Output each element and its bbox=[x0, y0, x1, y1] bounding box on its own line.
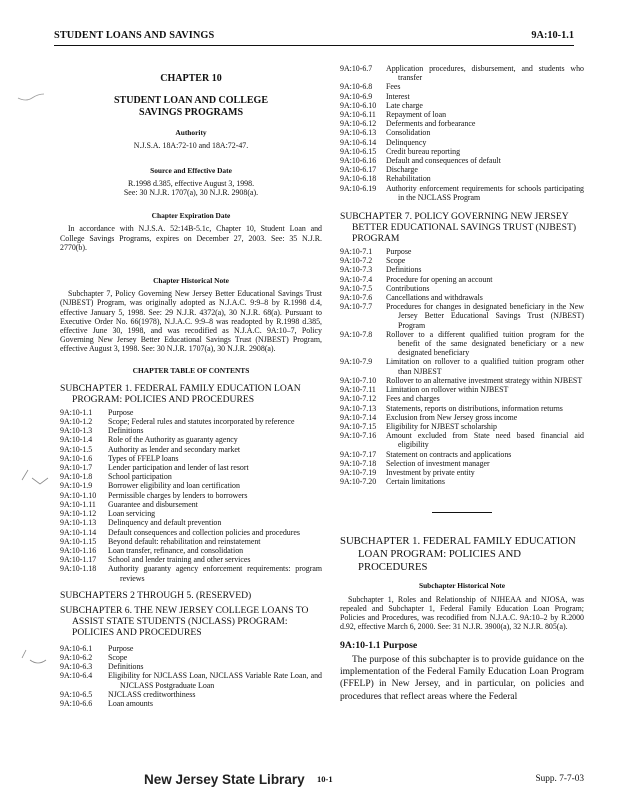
toc-section-title: Rollover to an alternative investment strategy within NJBEST bbox=[386, 375, 583, 385]
toc-section-title: Purpose bbox=[108, 407, 134, 417]
toc-section-number: 9A:10-6.12 bbox=[340, 119, 377, 129]
toc-subchapter-1 bbox=[60, 408, 322, 583]
toc-entry bbox=[340, 110, 584, 119]
source-line1: R.1998 d.385, effective August 3, 1998. bbox=[127, 178, 255, 188]
toc-section-number: 9A:10-7.10 bbox=[340, 375, 377, 385]
toc-entry bbox=[60, 435, 322, 444]
toc-entry bbox=[60, 518, 322, 527]
toc-section-title: Procedure for opening an account bbox=[386, 274, 493, 284]
toc-section-title: Authority enforcement requirements for schools participating in the NJCLASS Program bbox=[386, 183, 584, 202]
toc-entry bbox=[340, 431, 584, 449]
toc-section-number: 9A:10-1.7 bbox=[60, 463, 93, 473]
toc-section-number: 9A:10-7.14 bbox=[340, 412, 377, 422]
toc-entry bbox=[60, 662, 322, 671]
toc-entry bbox=[340, 128, 584, 137]
toc-section-title: Application procedures, disbursement, and students who transfer bbox=[386, 64, 584, 83]
toc-section-number: 9A:10-6.10 bbox=[340, 100, 377, 110]
margin-mark bbox=[18, 468, 52, 490]
toc-section-title: Types of FFELP loans bbox=[108, 453, 179, 463]
toc-entry bbox=[60, 472, 322, 481]
toc-section-number: 9A:10-7.2 bbox=[340, 256, 373, 266]
toc-section-number: 9A:10-7.17 bbox=[340, 449, 377, 459]
toc-section-title: Guarantee and disbursement bbox=[108, 499, 198, 509]
toc-section-number: 9A:10-1.11 bbox=[60, 499, 96, 509]
toc-entry bbox=[60, 481, 322, 490]
toc-entry bbox=[340, 293, 584, 302]
toc-section-title: Cancellations and withdrawals bbox=[386, 293, 483, 303]
toc-section-title: Statements, reports on distributions, information returns bbox=[386, 403, 563, 413]
toc-section-title: Loan transfer, refinance, and consolidation bbox=[108, 545, 244, 555]
toc-section-number: 9A:10-6.13 bbox=[340, 128, 377, 138]
toc-entry bbox=[340, 174, 584, 183]
toc-section-number: 9A:10-6.1 bbox=[60, 643, 93, 653]
toc-entry bbox=[340, 119, 584, 128]
toc-section-number: 9A:10-7.12 bbox=[340, 394, 377, 404]
toc-subchapter-7 bbox=[340, 247, 584, 486]
toc-section-title: Borrower eligibility and loan certification bbox=[108, 481, 240, 491]
toc-section-title: Eligibility for NJBEST scholarship bbox=[386, 421, 497, 431]
toc-section-number: 9A:10-1.3 bbox=[60, 426, 93, 436]
toc-section-number: 9A:10-6.11 bbox=[340, 110, 376, 120]
subchapter-historical-heading: Subchapter Historical Note bbox=[418, 581, 506, 591]
toc-section-title: Scope bbox=[386, 256, 406, 266]
toc-section-number: 9A:10-7.6 bbox=[340, 293, 373, 303]
toc-section-title: Deferments and forbearance bbox=[386, 119, 476, 129]
chapter-title-line2: SAVINGS PROGRAMS bbox=[139, 107, 243, 119]
toc-section-title: Credit bureau reporting bbox=[386, 146, 461, 156]
toc-section-title: Procedures for changes in designated beneficiary in the New Jersey Better Educational Savings Trust (NJBEST) Program bbox=[386, 302, 584, 330]
toc-section-title: Late charge bbox=[386, 100, 423, 110]
toc-section-number: 9A:10-7.15 bbox=[340, 421, 377, 431]
left-column bbox=[60, 62, 322, 708]
toc-section-title: Limitation on rollover to a qualified tuition program other than NJBEST bbox=[386, 357, 584, 376]
expiration-text: In accordance with N.J.S.A. 52:14B-5.1c, Chapter 10, Student Loan and College Savings Programs, expires on December 27, 2003. See: 35 N.J.R. 2770(b). bbox=[60, 224, 322, 252]
toc-section-title: Authority as lender and secondary market bbox=[108, 444, 241, 454]
toc-section-title: Fees and charges bbox=[386, 394, 440, 404]
chapter-title-line1: STUDENT LOAN AND COLLEGE bbox=[113, 95, 269, 107]
historical-text: Subchapter 7, Policy Governing New Jersey Better Educational Savings Trust (NJBEST) Program, was originally adopted as N.J.A.C. 9:9–8 by R.1998 d.4, effective January 5, 1998. See: 29 N.J.R. 4372(a), 30 N.J.R. 68(a). Pursuant to Executive Order No. 66(1978), N.J.A.C. 9:9–8 was readopted by R.1998 d.385, effective June 30, 1998, and was recodified as N.J.A.C. 9A:10–7, Policy Governing New Jersey Better Educational Savings Trust (NJBEST) Program, effective August 3, 1998. See: 30 N.J.R. 1707(a), 30 N.J.R. 2908(a). bbox=[60, 289, 322, 354]
toc-section-number: 9A:10-1.16 bbox=[60, 545, 97, 555]
toc-entry bbox=[340, 413, 584, 422]
toc-section-number: 9A:10-6.9 bbox=[340, 91, 373, 101]
toc-entry bbox=[340, 477, 584, 486]
toc-subchapter-6 bbox=[60, 644, 322, 708]
toc-section-title: Repayment of loan bbox=[386, 110, 447, 120]
authority-text: N.J.S.A. 18A:72-10 and 18A:72-47. bbox=[133, 141, 249, 151]
toc-section-number: 9A:10-1.1 bbox=[60, 407, 93, 417]
toc-section-number: 9A:10-1.10 bbox=[60, 490, 97, 500]
toc-section-number: 9A:10-7.4 bbox=[340, 274, 373, 284]
toc-entry bbox=[60, 528, 322, 537]
toc-entry bbox=[340, 82, 584, 91]
toc-section-title: Contributions bbox=[386, 283, 430, 293]
page-footer bbox=[54, 774, 584, 790]
toc-section-title: Consolidation bbox=[386, 128, 431, 138]
toc-entry bbox=[340, 357, 584, 375]
toc-section-number: 9A:10-7.18 bbox=[340, 458, 377, 468]
margin-mark bbox=[18, 648, 50, 670]
margin-mark bbox=[16, 90, 46, 106]
toc-section-title: Certain limitations bbox=[386, 477, 445, 487]
chapter-title bbox=[60, 95, 322, 119]
toc-entry bbox=[340, 394, 584, 403]
running-header bbox=[54, 28, 574, 46]
toc-section-title: Interest bbox=[386, 91, 410, 101]
toc-section-title: Discharge bbox=[386, 165, 418, 175]
toc-section-title: Statement on contracts and applications bbox=[386, 449, 512, 459]
toc-entry bbox=[340, 256, 584, 265]
toc-section-number: 9A:10-1.6 bbox=[60, 453, 93, 463]
toc-section-title: Default and consequences of default bbox=[386, 156, 501, 166]
toc-section-title: Default consequences and collection policies and procedures bbox=[108, 527, 300, 537]
source-line2: See: 30 N.J.R. 1707(a), 30 N.J.R. 2908(a). bbox=[123, 188, 259, 198]
toc-entry bbox=[340, 165, 584, 174]
toc-section-number: 9A:10-7.1 bbox=[340, 247, 373, 257]
toc-entry bbox=[340, 275, 584, 284]
toc-entry bbox=[340, 468, 584, 477]
toc-entry bbox=[60, 463, 322, 472]
toc-section-title: School and lender training and other services bbox=[108, 555, 251, 565]
section-body: The purpose of this subchapter is to provide guidance on the implementation of the Federal Family Education Loan Program (FFELP) in New Jersey, and in particular, on policies and procedures that reflect areas where the Federal bbox=[340, 654, 584, 702]
toc-section-title: Permissible charges by lenders to borrowers bbox=[108, 490, 248, 500]
toc-entry bbox=[60, 644, 322, 653]
toc-section-number: 9A:10-1.17 bbox=[60, 555, 97, 565]
source-heading: Source and Effective Date bbox=[150, 165, 232, 175]
authority-heading: Authority bbox=[175, 128, 207, 138]
toc-entry bbox=[60, 509, 322, 518]
toc-entry bbox=[340, 184, 584, 202]
toc-entry bbox=[60, 454, 322, 463]
toc-section-title: Fees bbox=[386, 82, 401, 92]
toc-section-title: Loan servicing bbox=[108, 509, 156, 519]
toc-section-title: Rollover to a different qualified tuition program for the benefit of the same designated beneficiary or a new designated beneficiary bbox=[386, 329, 584, 358]
subchapter-1-heading-large: SUBCHAPTER 1. FEDERAL FAMILY EDUCATION LOAN PROGRAM: POLICIES AND PROCEDURES bbox=[340, 535, 576, 574]
toc-section-number: 9A:10-6.2 bbox=[60, 652, 93, 662]
toc-entry bbox=[340, 385, 584, 394]
toc-section-title: Delinquency and default prevention bbox=[108, 518, 222, 528]
toc-section-number: 9A:10-6.15 bbox=[340, 146, 377, 156]
toc-entry bbox=[340, 101, 584, 110]
section-heading: 9A:10-1.1 Purpose bbox=[340, 640, 418, 652]
toc-entry bbox=[60, 491, 322, 500]
toc-entry bbox=[60, 555, 322, 564]
toc-section-title: Definitions bbox=[108, 426, 144, 436]
toc-entry bbox=[340, 330, 584, 358]
page-number: 10-1 bbox=[317, 774, 333, 784]
toc-section-number: 9A:10-7.11 bbox=[340, 385, 376, 395]
subchapter-6-heading: SUBCHAPTER 6. THE NEW JERSEY COLLEGE LOANS TO ASSIST STATE STUDENTS (NJCLASS) PROGRAM: POLICIES AND PROCEDURES bbox=[60, 604, 309, 638]
section-divider bbox=[432, 512, 492, 513]
toc-entry bbox=[340, 376, 584, 385]
toc-section-number: 9A:10-1.9 bbox=[60, 481, 93, 491]
toc-section-title: Role of the Authority as guaranty agency bbox=[108, 435, 238, 445]
toc-section-number: 9A:10-1.12 bbox=[60, 509, 97, 519]
toc-section-number: 9A:10-1.2 bbox=[60, 417, 93, 427]
toc-section-number: 9A:10-7.13 bbox=[340, 403, 377, 413]
chapter-number: CHAPTER 10 bbox=[160, 73, 222, 84]
toc-entry bbox=[60, 537, 322, 546]
toc-section-number: 9A:10-6.4 bbox=[60, 671, 93, 681]
toc-section-title: Exclusion from New Jersey gross income bbox=[386, 412, 518, 422]
toc-section-title: Purpose bbox=[108, 643, 134, 653]
toc-entry bbox=[340, 459, 584, 468]
toc-section-title: Amount excluded from State need based financial aid eligibility bbox=[386, 431, 584, 450]
toc-entry bbox=[60, 653, 322, 662]
toc-section-number: 9A:10-1.8 bbox=[60, 472, 93, 482]
library-stamp: New Jersey State Library bbox=[144, 772, 305, 787]
toc-entry bbox=[60, 671, 322, 689]
toc-section-number: 9A:10-6.7 bbox=[340, 64, 373, 73]
subchapters-2-5-heading: SUBCHAPTERS 2 THROUGH 5. (RESERVED) bbox=[60, 589, 252, 601]
toc-entry bbox=[340, 147, 584, 156]
expiration-heading: Chapter Expiration Date bbox=[151, 211, 231, 221]
toc-section-number: 9A:10-6.8 bbox=[340, 82, 373, 92]
toc-section-title: Definitions bbox=[386, 265, 422, 275]
toc-section-number: 9A:10-7.16 bbox=[340, 431, 377, 441]
toc-section-title: Scope bbox=[108, 652, 128, 662]
toc-entry bbox=[60, 690, 322, 699]
header-left: STUDENT LOANS AND SAVINGS bbox=[54, 30, 215, 41]
toc-section-number: 9A:10-6.5 bbox=[60, 689, 93, 699]
toc-section-title: Rehabilitation bbox=[386, 174, 431, 184]
toc-entry bbox=[60, 546, 322, 555]
toc-section-number: 9A:10-6.17 bbox=[340, 165, 377, 175]
toc-entry bbox=[340, 156, 584, 165]
toc-section-number: 9A:10-7.9 bbox=[340, 357, 373, 367]
toc-entry bbox=[340, 247, 584, 256]
toc-entry bbox=[60, 445, 322, 454]
toc-section-title: Scope; Federal rules and statutes incorporated by reference bbox=[108, 417, 295, 427]
toc-section-number: 9A:10-6.6 bbox=[60, 698, 93, 708]
toc-section-title: Investment by private entity bbox=[386, 467, 475, 477]
toc-section-number: 9A:10-1.5 bbox=[60, 444, 93, 454]
toc-entry bbox=[60, 564, 322, 582]
toc-section-number: 9A:10-7.19 bbox=[340, 467, 377, 477]
toc-section-title: NJCLASS creditworthiness bbox=[108, 689, 196, 699]
supplement-date: Supp. 7-7-03 bbox=[535, 774, 584, 784]
historical-heading: Chapter Historical Note bbox=[153, 276, 229, 286]
toc-section-title: Beyond default: rehabilitation and reinstatement bbox=[108, 536, 261, 546]
subchapter-historical-text: Subchapter 1, Roles and Relationship of NJHEAA and NJOSA, was repealed and Subchapter 1, Federal Family Education Loan Program; Policies and Procedures, was recodified from N.J.A.C. 9A:10–2 by R.2000 d.92, effective March 6, 2000. See: 31 N.J.R. 3900(a), 32 N.J.R. 805(a). bbox=[340, 594, 584, 632]
toc-entry bbox=[340, 302, 584, 330]
toc-entry bbox=[60, 699, 322, 708]
toc-entry bbox=[340, 265, 584, 274]
toc-entry bbox=[340, 64, 584, 82]
toc-section-number: 9A:10-1.18 bbox=[60, 564, 97, 574]
toc-section-number: 9A:10-1.4 bbox=[60, 435, 93, 445]
toc-section-title: Definitions bbox=[108, 662, 144, 672]
toc-section-number: 9A:10-7.8 bbox=[340, 329, 373, 339]
toc-section-number: 9A:10-6.3 bbox=[60, 662, 93, 672]
toc-entry bbox=[340, 404, 584, 413]
toc-section-number: 9A:10-7.5 bbox=[340, 283, 373, 293]
toc-heading: CHAPTER TABLE OF CONTENTS bbox=[132, 365, 250, 375]
toc-entry bbox=[340, 450, 584, 459]
toc-subchapter-6-continued bbox=[340, 64, 584, 202]
toc-section-title: Lender participation and lender of last resort bbox=[108, 463, 249, 473]
toc-entry bbox=[340, 422, 584, 431]
toc-section-title: Authority guaranty agency enforcement requirements: program reviews bbox=[108, 564, 322, 583]
header-right: 9A:10-1.1 bbox=[531, 30, 574, 41]
toc-section-title: Purpose bbox=[386, 247, 412, 257]
toc-section-number: 9A:10-7.3 bbox=[340, 265, 373, 275]
toc-entry bbox=[60, 417, 322, 426]
toc-section-title: Limitation on rollover within NJBEST bbox=[386, 385, 509, 395]
toc-entry bbox=[60, 408, 322, 417]
toc-entry bbox=[60, 500, 322, 509]
toc-section-title: School participation bbox=[108, 472, 172, 482]
toc-entry bbox=[340, 284, 584, 293]
subchapter-1-heading: SUBCHAPTER 1. FEDERAL FAMILY EDUCATION LOAN PROGRAM: POLICIES AND PROCEDURES bbox=[60, 382, 301, 405]
toc-section-number: 9A:10-6.19 bbox=[340, 183, 377, 193]
toc-section-title: Eligibility for NJCLASS Loan, NJCLASS Variable Rate Loan, and NJCLASS Postgraduate Loan bbox=[108, 671, 322, 690]
toc-section-number: 9A:10-1.15 bbox=[60, 536, 97, 546]
toc-entry bbox=[340, 92, 584, 101]
toc-section-number: 9A:10-6.16 bbox=[340, 156, 377, 166]
toc-section-number: 9A:10-1.14 bbox=[60, 527, 97, 537]
toc-section-title: Delinquency bbox=[386, 137, 427, 147]
toc-entry bbox=[340, 138, 584, 147]
toc-section-number: 9A:10-6.14 bbox=[340, 137, 377, 147]
right-column bbox=[340, 64, 584, 703]
toc-section-number: 9A:10-7.20 bbox=[340, 477, 377, 487]
subchapter-7-heading: SUBCHAPTER 7. POLICY GOVERNING NEW JERSEY BETTER EDUCATIONAL SAVINGS TRUST (NJBEST) PROGRAM bbox=[340, 211, 577, 245]
toc-section-number: 9A:10-7.7 bbox=[340, 302, 373, 312]
toc-section-number: 9A:10-6.18 bbox=[340, 174, 377, 184]
toc-section-number: 9A:10-1.13 bbox=[60, 518, 97, 528]
toc-section-title: Loan amounts bbox=[108, 698, 153, 708]
toc-section-title: Selection of investment manager bbox=[386, 458, 490, 468]
toc-entry bbox=[60, 426, 322, 435]
